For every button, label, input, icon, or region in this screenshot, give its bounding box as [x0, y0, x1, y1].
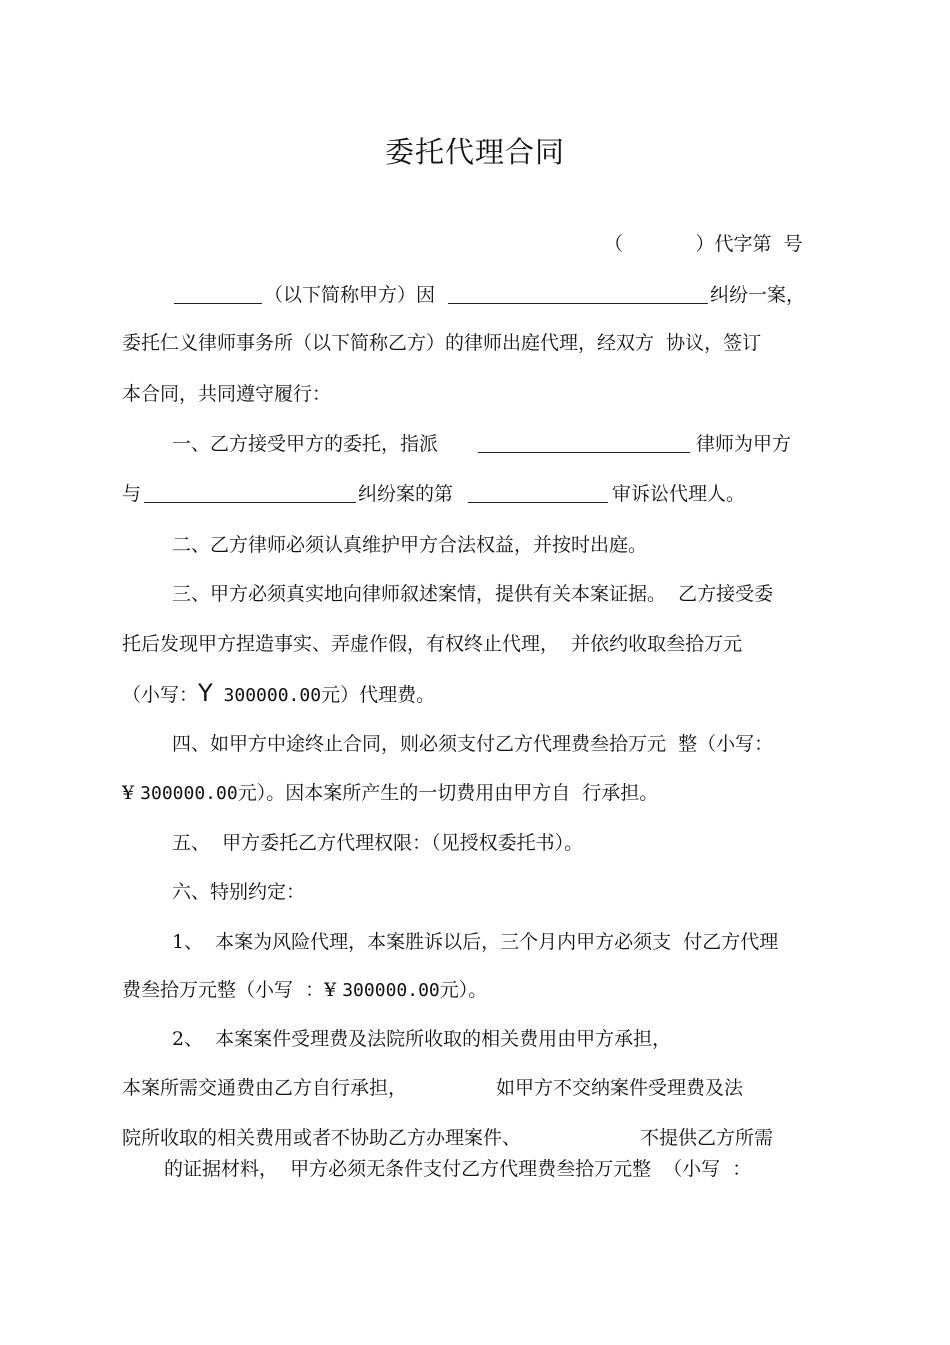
- fee-amount: 300000.00: [212, 685, 322, 706]
- clause-4-yen: ¥: [122, 782, 141, 804]
- special-term-1-b3: 元）。: [439, 979, 488, 1001]
- special-term-2-text-d: 的证据材料， 甲方必须无条件支付乙方代理费叁拾万元整 （小写 ：: [164, 1158, 752, 1180]
- special-term-1-b1: 费叁拾万元整（小写 ：¥: [122, 979, 343, 1001]
- clause-4-amount: 300000.00: [140, 783, 238, 804]
- clause-3-text-b: 托后发现甲方捏造事实、弄虚作假，有权终止代理， 并依约收取叁拾万元: [122, 633, 743, 655]
- special-term-2-text-b1: 本案所需交通费由乙方自行承担，: [122, 1077, 408, 1099]
- clause-1-text-e: 审诉讼代理人。: [612, 483, 746, 505]
- p1-text-d: 本合同，共同遵守履行：: [122, 383, 332, 405]
- clause-3-text-c1: （小写：: [122, 684, 199, 706]
- clause-4-text-a: 四、如甲方中途终止合同，则必须支付乙方代理费叁拾万元 整（小写：: [172, 733, 774, 755]
- clause-4-text-b: [122, 780, 658, 807]
- reference-number: （ ）代字第 号: [604, 233, 803, 255]
- clause-1-text-b: 律师为甲方: [696, 433, 792, 455]
- document-title: 委托代理合同: [384, 135, 565, 169]
- special-term-1-text-b: [122, 977, 487, 1004]
- special-term-2-text-a: 2、 本案案件受理费及法院所收取的相关费用由甲方承担，: [172, 1028, 672, 1050]
- p1-text-b: 纠纷一案，: [710, 284, 806, 306]
- clause-3-text-c: [122, 680, 435, 709]
- clause-5-text: 五、 甲方委托乙方代理权限：（见授权委托书）。: [172, 832, 584, 854]
- special-term-1-text-a: 1、 本案为风险代理，本案胜诉以后，三个月内甲方必须支 付乙方代理: [172, 931, 779, 953]
- clause-2-text: 二、乙方律师必须认真维护甲方合法权益，并按时出庭。: [172, 534, 648, 556]
- special-term-1-amount: 300000.00: [342, 980, 440, 1001]
- blank-dispute-reason[interactable]: [448, 283, 708, 304]
- yen-sign: Y: [198, 679, 213, 707]
- blank-instance[interactable]: [468, 482, 608, 503]
- special-term-2-text-b2: 如甲方不交纳案件受理费及法: [496, 1077, 744, 1099]
- blank-party-a[interactable]: [174, 283, 262, 304]
- clause-6-heading: 六、特别约定：: [172, 881, 306, 903]
- p1-text-c: 委托仁义律师事务所（以下简称乙方）的律师出庭代理，经双方 协议，签订: [122, 332, 762, 354]
- clause-1-text-a: 一、乙方接受甲方的委托，指派: [172, 433, 439, 455]
- clause-3-text-c4: 元）代理费。: [321, 684, 436, 706]
- clause-4-text-b3: 元）。因本案所产生的一切费用由甲方自 行承担。: [237, 782, 659, 804]
- special-term-2-text-c1: 院所收取的相关费用或者不协助乙方办理案件、: [122, 1127, 522, 1149]
- blank-opponent-name[interactable]: [144, 482, 356, 503]
- clause-3-text-a: 三、甲方必须真实地向律师叙述案情，提供有关本案证据。 乙方接受委: [172, 583, 774, 605]
- special-term-2-text-c2: 不提供乙方所需: [640, 1127, 774, 1149]
- clause-1-text-c: 与: [122, 483, 142, 505]
- blank-lawyer-name[interactable]: [478, 432, 690, 453]
- p1-text-a: （以下简称甲方）因: [264, 284, 436, 306]
- clause-1-text-d: 纠纷案的第: [358, 483, 454, 505]
